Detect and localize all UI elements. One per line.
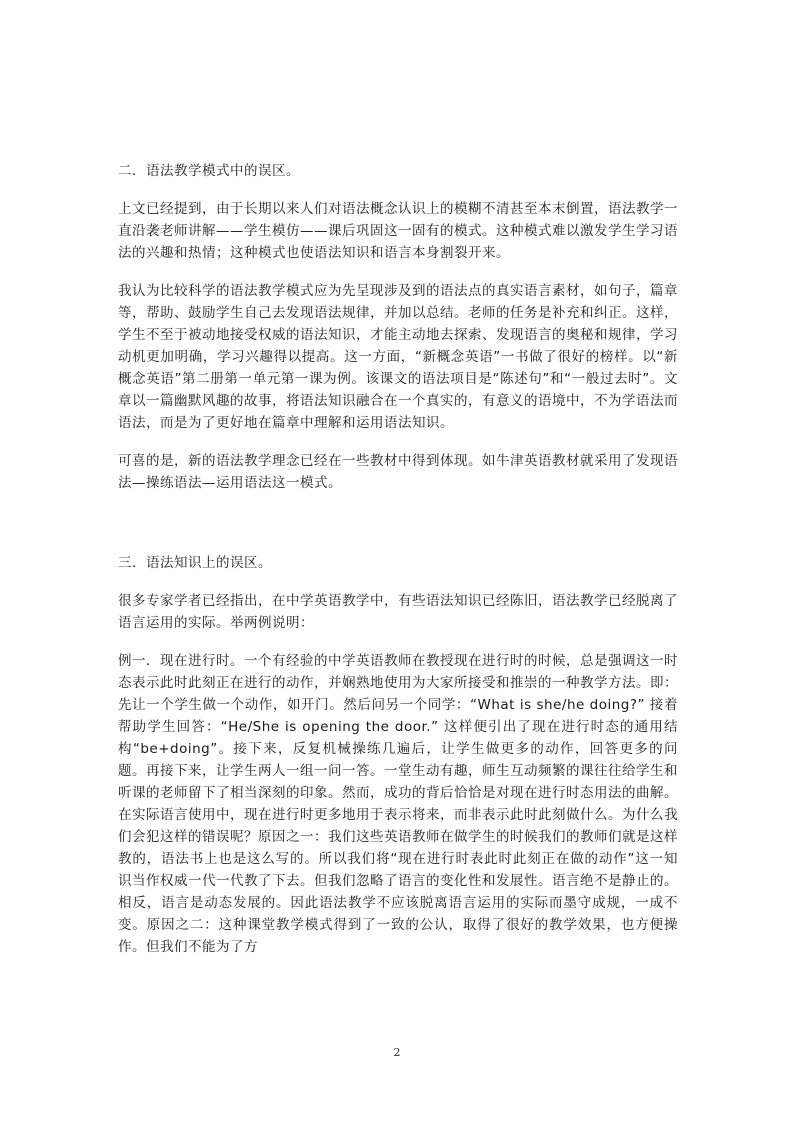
page-content xyxy=(118,160,678,958)
paragraph: 例一．现在进行时。一个有经验的中学英语教师在教授现在进行时的时候，总是强调这一时态表示此时此刻正在进行的动作，并娴熟地使用为大家所接受和推崇的一种教学方法。即：先让一个学生做一个动作，如开门。然后问另一个同学：“What is she/he doing?” 接着帮助学生回答：“He/She is opening the door.” 这样便引出了现在进行时态的通用结构“be+doing”。接下来，反复机械操练几遍后，让学生做更多的动作，回答更多的问题。再接下来，让学生两人一组一问一答。一堂生动有趣，师生互动频繁的课往往给学生和听课的老师留下了相当深刻的印象。然而，成功的背后恰恰是对现在进行时态用法的曲解。在实际语言使用中，现在进行时更多地用于表示将来，而非表示此时此刻做什么。为什么我们会犯这样的错误呢？原因之一：我们这些英语教师在做学生的时候我们的教师们就是这样教的，语法书上也是这么写的。所以我们将“现在进行时表此时此刻正在做的动作”这一知识当作权威一代一代教了下去。但我们忽略了语言的变化性和发展性。语言绝不是静止的。相反，语言是动态发展的。因此语法教学不应该脱离语言运用的实际而墨守成规，一成不变。原因之二：这种课堂教学模式得到了一致的公认，取得了很好的教学效果，也方便操作。但我们不能为了方 xyxy=(118,653,678,955)
paragraph: 很多专家学者已经指出，在中学英语教学中，有些语法知识已经陈旧，语法教学已经脱离了语言运用的实际。举两例说明： xyxy=(118,593,678,631)
section-heading-3: 三．语法知识上的误区。 xyxy=(118,555,272,571)
section-heading-2: 二．语法教学模式中的误区。 xyxy=(118,163,300,179)
paragraph: 我认为比较科学的语法教学模式应为先呈现涉及到的语法点的真实语言素材，如句子，篇章等，帮助、鼓励学生自己去发现语法规律，并加以总结。老师的任务是补充和纠正。这样，学生不至于被动地接受权威的语法知识，才能主动地去探索、发现语言的奥秘和规律，学习动机更加明确，学习兴趣得以提高。这一方面，“新概念英语”一书做了很好的榜样。以“新概念英语”第二册第一单元第一课为例。该课文的语法项目是“陈述句”和“一般过去时”。文章以一篇幽默风趣的故事，将语法知识融合在一个真实的，有意义的语境中，不为学语法而语法，而是为了更好地在篇章中理解和运用语法知识。 xyxy=(118,283,678,431)
paragraph: 上文已经提到，由于长期以来人们对语法概念认识上的模糊不清甚至本末倒置，语法教学一直沿袭老师讲解——学生模仿——课后巩固这一固有的模式。这种模式难以激发学生学习语法的兴趣和热情；这种模式也使语法知识和语言本身割裂开来。 xyxy=(118,201,678,261)
paragraph: 可喜的是，新的语法教学理念已经在一些教材中得到体现。如牛津英语教材就采用了发现语法—操练语法—运用语法这一模式。 xyxy=(118,453,678,491)
page-number: 2 xyxy=(393,1046,401,1059)
